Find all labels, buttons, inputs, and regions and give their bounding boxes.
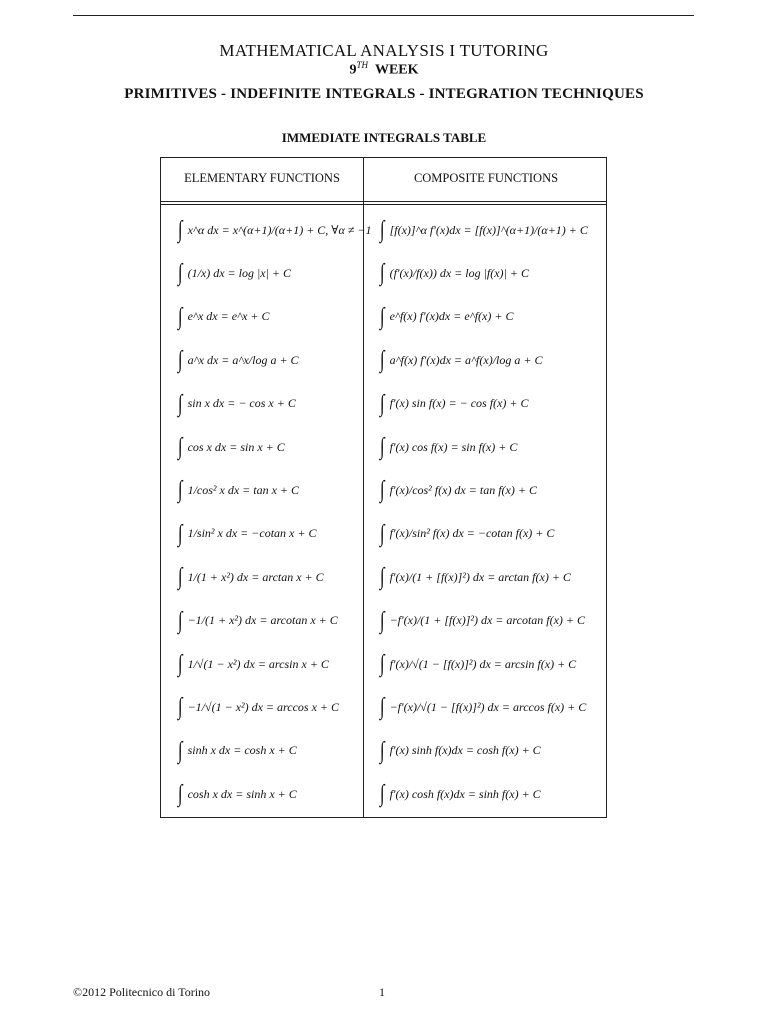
integral-formula: a^f(x) f′(x)dx = a^f(x)/log a + C — [389, 352, 543, 367]
integral-formula: (1/x) dx = log |x| + C — [187, 265, 292, 280]
integral-sign-icon: ∫ — [379, 347, 385, 374]
table-cell-elementary — [177, 340, 299, 380]
integral-sign-icon: ∫ — [177, 434, 183, 460]
integral-formula: cos x dx = sin x + C — [187, 439, 285, 454]
page-title: MATHEMATICAL ANALYSIS I TUTORING — [219, 41, 549, 60]
table-cell-composite — [379, 601, 585, 641]
table-cell-composite — [379, 297, 513, 337]
integral-sign-icon: ∫ — [177, 651, 183, 677]
integral-sign-icon: ∫ — [177, 217, 183, 243]
integral-sign-icon: ∫ — [177, 477, 183, 504]
table-cell-composite — [379, 514, 554, 554]
integral-formula: −f′(x)/√(1 − [f(x)]²) dx = arccos f(x) + C — [389, 699, 587, 714]
integral-formula: a^x dx = a^x/log a + C — [187, 352, 299, 367]
integral-sign-icon: ∫ — [379, 260, 385, 287]
integral-formula: cosh x dx = sinh x + C — [187, 786, 297, 801]
integral-sign-icon: ∫ — [379, 781, 385, 808]
integral-sign-icon: ∫ — [177, 520, 183, 547]
integral-formula: 1/(1 + x²) dx = arctan x + C — [187, 569, 324, 584]
integral-formula: sinh x dx = cosh x + C — [187, 743, 297, 758]
table-caption: IMMEDIATE INTEGRALS TABLE — [281, 130, 487, 145]
table-cell-composite — [379, 427, 517, 467]
integral-sign-icon: ∫ — [379, 217, 385, 243]
week-text: WEEK — [374, 62, 419, 78]
integral-sign-icon: ∫ — [379, 564, 385, 591]
integral-formula: f′(x)/cos² f(x) dx = tan f(x) + C — [389, 482, 537, 497]
integral-sign-icon: ∫ — [177, 781, 183, 808]
table-cell-composite — [379, 774, 541, 814]
integral-sign-icon: ∫ — [379, 520, 385, 547]
integral-sign-icon: ∫ — [379, 303, 385, 330]
integral-formula: (f′(x)/f(x)) dx = log |f(x)| + C — [389, 265, 529, 280]
integral-sign-icon: ∫ — [177, 260, 183, 287]
table-cell-composite — [379, 644, 576, 684]
integral-formula: f′(x) sin f(x) = − cos f(x) + C — [389, 396, 529, 411]
table-cell-composite — [379, 253, 529, 293]
footer-copyright: ©2012 Politecnico di Torino — [73, 985, 211, 999]
table-cell-elementary — [177, 427, 285, 467]
table-cell-composite — [379, 340, 542, 380]
week-superscript: TH — [356, 60, 368, 70]
integral-formula: f′(x)/√(1 − [f(x)]²) dx = arcsin f(x) + C — [389, 656, 577, 671]
table-cell-elementary — [177, 687, 339, 727]
integral-formula: e^x dx = e^x + C — [187, 309, 270, 324]
integral-formula: f′(x) cos f(x) = sin f(x) + C — [389, 439, 518, 454]
integral-formula: [f(x)]^α f′(x)dx = [f(x)]^(α+1)/(α+1) + C — [389, 222, 588, 237]
integral-sign-icon: ∫ — [177, 607, 183, 634]
column-divider — [363, 158, 364, 817]
integral-sign-icon: ∫ — [177, 737, 183, 764]
integral-formula: f′(x) sinh f(x)dx = cosh f(x) + C — [389, 743, 541, 758]
integral-sign-icon: ∫ — [379, 607, 385, 634]
footer-page-number: 1 — [379, 985, 385, 999]
integral-sign-icon: ∫ — [177, 390, 183, 417]
integral-sign-icon: ∫ — [379, 477, 385, 504]
integral-sign-icon: ∫ — [379, 651, 385, 677]
integral-sign-icon: ∫ — [177, 564, 183, 591]
column-header-elementary: ELEMENTARY FUNCTIONS — [184, 171, 340, 185]
week-label — [0, 60, 768, 79]
integral-sign-icon: ∫ — [379, 694, 385, 721]
integral-formula: −1/(1 + x²) dx = arcotan x + C — [187, 613, 338, 628]
table-cell-elementary — [177, 297, 270, 337]
column-header-composite: COMPOSITE FUNCTIONS — [413, 171, 559, 185]
table-cell-composite — [379, 687, 586, 727]
integral-formula: 1/sin² x dx = −cotan x + C — [187, 526, 317, 541]
header-divider — [161, 201, 606, 202]
integral-formula: f′(x) cosh f(x)dx = sinh f(x) + C — [389, 786, 541, 801]
table-cell-composite — [379, 557, 571, 597]
integral-sign-icon: ∫ — [177, 694, 183, 721]
integral-formula: sin x dx = − cos x + C — [187, 396, 296, 411]
integral-sign-icon: ∫ — [379, 390, 385, 417]
page-subtitle: PRIMITIVES - INDEFINITE INTEGRALS - INTEGRATION TECHNIQUES — [124, 86, 644, 102]
week-number: 9 — [349, 62, 357, 78]
integral-formula: 1/cos² x dx = tan x + C — [187, 482, 300, 497]
table-cell-elementary — [177, 731, 297, 771]
integral-formula: −f′(x)/(1 + [f(x)]²) dx = arcotan f(x) + C — [389, 613, 586, 628]
integral-formula: f′(x)/(1 + [f(x)]²) dx = arctan f(x) + C — [389, 569, 571, 584]
table-cell-composite — [379, 210, 588, 250]
table-cell-composite — [379, 731, 541, 771]
table-cell-elementary — [177, 470, 299, 510]
table-cell-composite — [379, 470, 537, 510]
table-cell-elementary — [177, 514, 316, 554]
integral-sign-icon: ∫ — [379, 434, 385, 460]
table-cell-elementary — [177, 557, 324, 597]
table-cell-elementary — [177, 601, 338, 641]
table-cell-composite — [379, 384, 528, 424]
header-divider-double — [161, 204, 606, 205]
table-cell-elementary — [177, 644, 329, 684]
integrals-table — [160, 157, 607, 818]
integral-formula: f′(x)/sin² f(x) dx = −cotan f(x) + C — [389, 526, 555, 541]
table-cell-elementary — [177, 253, 291, 293]
integral-formula: 1/√(1 − x²) dx = arcsin x + C — [187, 656, 329, 671]
table-cell-elementary — [177, 210, 372, 250]
integral-formula: x^α dx = x^(α+1)/(α+1) + C, ∀α ≠ −1 — [187, 222, 372, 237]
integral-sign-icon: ∫ — [177, 347, 183, 374]
table-cell-elementary — [177, 774, 297, 814]
table-cell-elementary — [177, 384, 296, 424]
integral-sign-icon: ∫ — [177, 303, 183, 330]
integral-formula: e^f(x) f′(x)dx = e^f(x) + C — [389, 309, 514, 324]
integral-sign-icon: ∫ — [379, 737, 385, 764]
integral-formula: −1/√(1 − x²) dx = arccos x + C — [187, 699, 340, 714]
top-rule — [73, 15, 694, 16]
